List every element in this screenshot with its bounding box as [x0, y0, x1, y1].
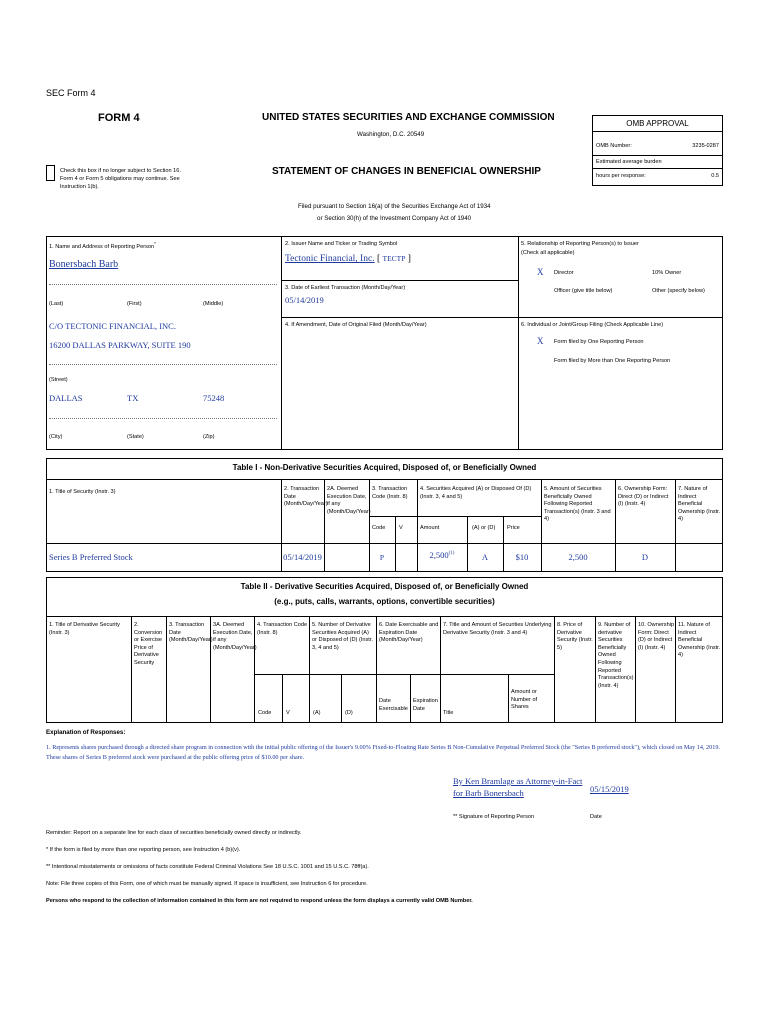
t2-sub-code: Code: [258, 710, 272, 716]
address-line2: 16200 DALLAS PARKWAY, SUITE 190: [49, 340, 191, 350]
t1-row-form: D: [641, 552, 649, 562]
omb-hours-label: hours per response:: [596, 173, 646, 179]
checkbox-instructions: Check this box if no longer subject to Section 16. Form 4 or Form 5 obligations may continue. See Instruction 1(b).: [60, 168, 181, 190]
t2-col2-header: 2. Conversion or Exercise Price of Derivative Security: [134, 622, 163, 666]
street-label: (Street): [49, 377, 68, 383]
sec-form-label: SEC Form 4: [46, 88, 96, 98]
ten-percent-owner-label: 10% Owner: [652, 270, 682, 276]
filed-pursuant-line1: Filed pursuant to Section 16(a) of the Securities Exchange Act of 1934: [298, 203, 491, 210]
t2-col9-header: 9. Number of derivative Securities Beneficially Owned Following Reported Transaction(s) (Instr. 4): [598, 622, 634, 689]
t2-sub-a: (A): [313, 710, 321, 716]
omb-number-label: OMB Number:: [596, 143, 632, 149]
t1-sub-aord: (A) or (D): [472, 525, 496, 531]
omb-title: OMB APPROVAL: [593, 116, 722, 132]
explanation-heading: Explanation of Responses:: [46, 729, 126, 736]
omb-hours-value: 0.5: [711, 173, 719, 179]
officer-label: Officer (give title below): [554, 288, 613, 294]
box4-label: 4. If Amendment, Date of Original Filed (Month/Day/Year): [285, 322, 427, 328]
t1-row-title: Series B Preferred Stock: [49, 552, 133, 562]
t2-sub-title: Title: [443, 710, 454, 716]
t2-col6-header: 6. Date Exercisable and Expiration Date (Month/Day/Year): [379, 622, 439, 644]
t1-col4-header: 4. Securities Acquired (A) or Disposed Of (D) (Instr. 3, 4 and 5): [420, 486, 532, 500]
omb-number-value: 3235-0287: [692, 143, 719, 149]
t2-col5-header: 5. Number of Derivative Securities Acquired (A) or Disposed of (D) (Instr. 3, 4 and 5): [312, 622, 373, 651]
t1-sub-price: Price: [507, 525, 520, 531]
omb-approval-box: [592, 115, 723, 186]
t2-col1-header: 1. Title of Derivative Security (Instr. 3): [49, 622, 120, 636]
no-longer-subject-checkbox[interactable]: [46, 165, 55, 181]
zip-label: (Zip): [203, 434, 215, 440]
box2-label: 2. Issuer Name and Ticker or Trading Symbol: [285, 241, 398, 247]
issuer-name[interactable]: Tectonic Financial, Inc.: [285, 254, 375, 264]
table-2-title2: (e.g., puts, calls, warrants, options, convertible securities): [274, 597, 495, 606]
state-label: (State): [127, 434, 144, 440]
t1-sub-v: V: [399, 525, 403, 531]
t1-sub-code: Code: [372, 525, 386, 531]
one-person-mark[interactable]: X: [537, 336, 544, 346]
signature-date: 05/15/2019: [590, 784, 629, 794]
t1-sub-amount: Amount: [420, 525, 440, 531]
first-label: (First): [127, 301, 142, 307]
t2-col4-header: 4. Transaction Code (Instr. 8): [257, 622, 308, 636]
t2-sub-amount: Amount or Number of Shares: [511, 689, 538, 711]
director-mark[interactable]: X: [537, 267, 544, 277]
city-label: (City): [49, 434, 63, 440]
box1-label: 1. Name and Address of Reporting Person*: [49, 241, 156, 250]
t2-sub-expiration: Expiration Date: [413, 698, 438, 712]
middle-label: (Middle): [203, 301, 224, 307]
table-1-title: Table I - Non-Derivative Securities Acquired, Disposed of, or Beneficially Owned: [232, 463, 537, 472]
issuer-ticker: Tectonic Financial, Inc. [ TECTP ]: [285, 254, 411, 264]
date-label: Date: [590, 814, 602, 820]
t1-row-code: P: [379, 553, 385, 562]
other-label: Other (specify below): [652, 288, 705, 294]
explanation-text: 1. Represents shares purchased through a directed share program in connection with the initial public offering of the Issuer's 9.00% Fixed-to-Floating Rate Series B Non-Cumulative Perpetual Preferred Stock (the "Series B preferred stock"), which closed on May 14, 2019. These shares of Series B preferred stock were purchased at the public offering price of $10.00 per share.: [46, 744, 720, 761]
note-2: ** Intentional misstatements or omissions of facts constitute Federal Criminal Violations See 18 U.S.C. 1001 and 15 U.S.C. 78ff(a).: [46, 864, 369, 870]
note-3: Note: File three copies of this Form, one of which must be manually signed. If space is insufficient, see Instruction 6 for procedure.: [46, 881, 368, 887]
zip-value: 75248: [203, 393, 225, 403]
t2-col8-header: 8. Price of Derivative Security (Instr. 5): [557, 622, 593, 651]
t2-sub-d: (D): [345, 710, 353, 716]
box5-sub: (Check all applicable): [521, 250, 575, 256]
note-1: * If the form is filed by more than one reporting person, see Instruction 4 (b)(v).: [46, 847, 241, 853]
reminder-note: Reminder: Report on a separate line for each class of securities beneficially owned directly or indirectly.: [46, 830, 302, 836]
t2-col11-header: 11. Nature of Indirect Beneficial Ownership (Instr. 4): [678, 622, 721, 659]
box6-label: 6. Individual or Joint/Group Filing (Check Applicable Line): [521, 322, 664, 328]
t1-col3-header: 3. Transaction Code (Instr. 8): [372, 486, 408, 500]
more-person-label: Form filed by More than One Reporting Person: [554, 358, 671, 364]
box3-label: 3. Date of Earliest Transaction (Month/Day/Year): [285, 285, 406, 291]
box5-label: 5. Relationship of Reporting Person(s) to Issuer: [521, 241, 639, 247]
table-2-title1: Table II - Derivative Securities Acquired, Disposed of, or Beneficially Owned: [240, 582, 529, 591]
t2-col3-header: 3. Transaction Date (Month/Day/Year): [169, 622, 213, 644]
reporting-person-name[interactable]: Bonersbach Barb: [49, 259, 119, 270]
director-label: Director: [554, 270, 574, 276]
earliest-transaction-date: 05/14/2019: [285, 295, 324, 305]
one-person-label: Form filed by One Reporting Person: [554, 339, 644, 345]
t2-col10-header: 10. Ownership Form: Direct (D) or Indirect (I) (Instr. 4): [638, 622, 675, 651]
signature-name[interactable]: By Ken Bramlage as Attorney-in-Fact for Barb Bonersbach: [453, 776, 583, 798]
statement-title: STATEMENT OF CHANGES IN BENEFICIAL OWNERSHIP: [272, 166, 541, 177]
t1-row-date: 05/14/2019: [283, 552, 322, 562]
agency-city: Washington, D.C. 20549: [357, 131, 425, 138]
t1-col2-header: 2. Transaction Date (Month/Day/Year): [284, 486, 328, 508]
t1-row-price: $10: [515, 552, 529, 562]
ticker-symbol: TECTP: [382, 254, 406, 263]
address-line1: C/O TECTONIC FINANCIAL, INC.: [49, 321, 176, 331]
t1-row-owned: 2,500: [568, 552, 588, 562]
t1-col2a-header: 2A. Deemed Execution Date, if any (Month/Day/Year): [327, 486, 371, 515]
t1-col6-header: 6. Ownership Form: Direct (D) or Indirect (I) (Instr. 4): [618, 486, 669, 508]
t2-sub-v: V: [286, 710, 290, 716]
form-title: FORM 4: [98, 112, 140, 124]
t1-row-aord: A: [481, 552, 489, 562]
t1-col5-header: 5. Amount of Securities Beneficially Owned Following Reported Transaction(s) (Instr. 3 and 4): [544, 486, 611, 523]
last-label: (Last): [49, 301, 64, 307]
agency-title: UNITED STATES SECURITIES AND EXCHANGE COMMISSION: [262, 112, 555, 123]
t2-col3a-header: 3A. Deemed Execution Date, if any (Month/Day/Year): [213, 622, 257, 651]
t2-sub-exercisable: Date Exercisable: [379, 698, 408, 712]
state-value: TX: [127, 393, 139, 403]
omb-burden-label: Estimated average burden: [596, 159, 662, 165]
signature-label: ** Signature of Reporting Person: [453, 814, 535, 820]
t2-col7-header: 7. Title and Amount of Securities Underlying Derivative Security (Instr. 3 and 4): [443, 622, 552, 636]
t1-col7-header: 7. Nature of Indirect Beneficial Ownership (Instr. 4): [678, 486, 721, 523]
t1-col1-header: 1. Title of Security (Instr. 3): [49, 489, 116, 495]
city-value: DALLAS: [49, 393, 83, 403]
filed-pursuant-line2: or Section 30(h) of the Investment Company Act of 1940: [317, 215, 472, 222]
t1-row-amount: 2,500$^{(1)}$: [429, 550, 455, 560]
note-4: Persons who respond to the collection of information contained in this form are not required to respond unless the form displays a currently valid OMB Number.: [46, 898, 473, 904]
